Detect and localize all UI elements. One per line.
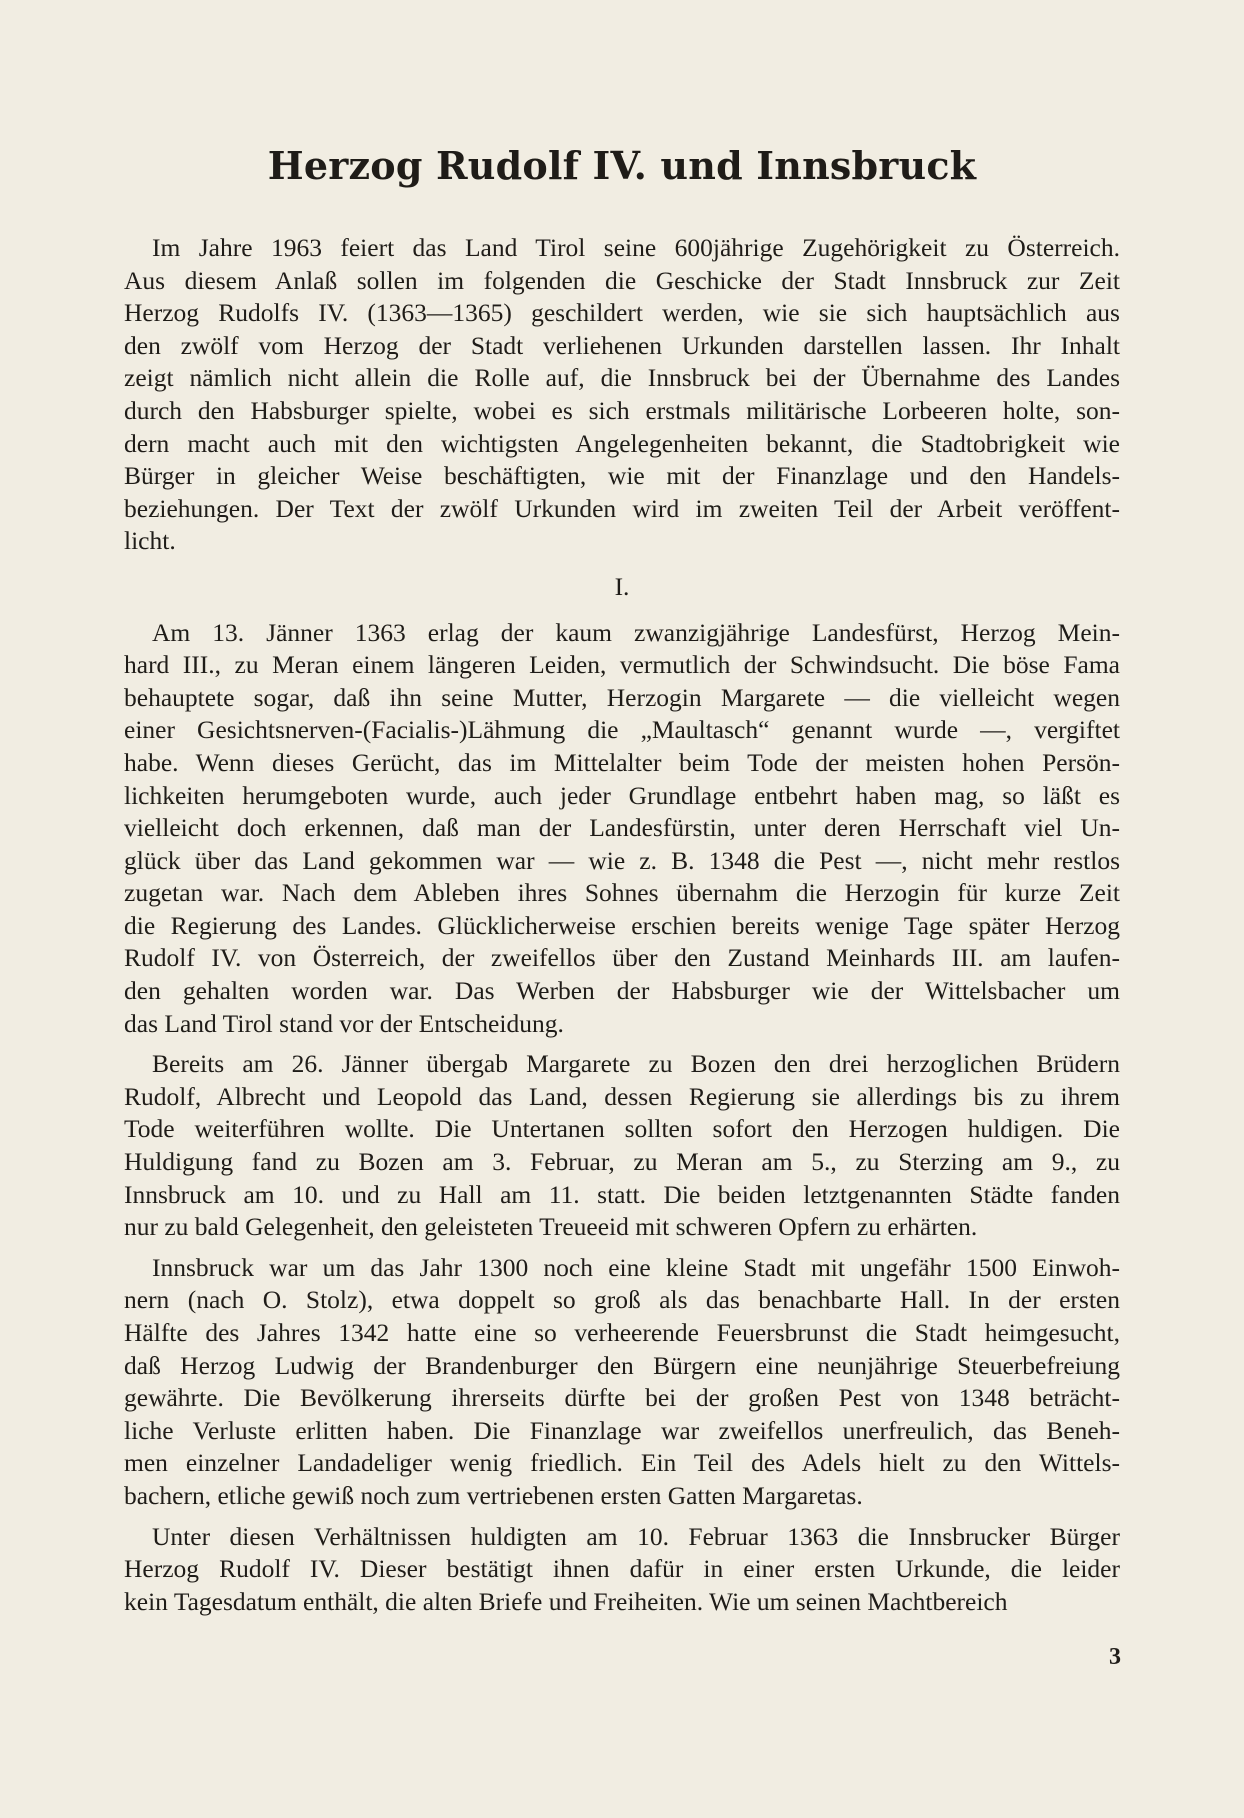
text-line: glück über das Land gekommen war — wie z. B. 1348 die Pest —, nicht mehr restlos <box>124 845 1120 875</box>
text-line: den gehalten worden war. Das Werben der Habsburger wie der Wittelsbacher um <box>124 976 1120 1006</box>
text-line: bachern, etliche gewiß noch zum vertriebenen ersten Gatten Margaretas. <box>124 1480 863 1510</box>
document-body <box>124 232 1120 1618</box>
text-line: den zwölf vom Herzog der Stadt verliehenen Urkunden darstellen lassen. Ihr Inhalt <box>124 330 1120 360</box>
text-line: Im Jahre 1963 feiert das Land Tirol seine 600jährige Zugehörigkeit zu Österreich. <box>152 233 1120 262</box>
text-line: Unter diesen Verhältnissen huldigten am 10. Februar 1363 die Innsbrucker Bürger <box>152 1521 1120 1551</box>
text-line: Innsbruck war um das Jahr 1300 noch eine kleine Stadt mit ungefähr 1500 Einwoh- <box>152 1252 1120 1282</box>
text-line: zugetan war. Nach dem Ableben ihres Sohnes übernahm die Herzogin für kurze Zeit <box>124 878 1120 908</box>
text-line: Am 13. Jänner 1363 erlag der kaum zwanzigjährige Landesfürst, Herzog Mein- <box>152 617 1120 647</box>
text-line: Rudolf, Albrecht und Leopold das Land, dessen Regierung sie allerdings bis zu ihrem <box>124 1081 1120 1111</box>
paragraph <box>124 617 1120 1041</box>
text-line: Bürger in gleicher Weise beschäftigten, wie mit der Finanzlage und den Handels- <box>124 461 1120 491</box>
paragraph <box>124 232 1120 558</box>
text-line: das Land Tirol stand vor der Entscheidung. <box>124 1008 564 1038</box>
page-number: 3 <box>1109 1644 1121 1670</box>
paragraph <box>124 1521 1120 1619</box>
text-line: Innsbruck am 10. und zu Hall am 11. statt. Die beiden letztgenannten Städte fanden <box>124 1179 1120 1209</box>
text-line: lichkeiten herumgeboten wurde, auch jeder Grundlage entbehrt haben mag, so läßt es <box>124 780 1120 810</box>
text-line: Hälfte des Jahres 1342 hatte eine so verheerende Feuersbrunst die Stadt heimgesucht, <box>124 1318 1120 1347</box>
text-line: nern (nach O. Stolz), etwa doppelt so groß als das benachbarte Hall. In der ersten <box>124 1285 1120 1315</box>
text-line: zeigt nämlich nicht allein die Rolle auf, die Innsbruck bei der Übernahme des Landes <box>124 363 1120 393</box>
text-line: behauptete sogar, daß ihn seine Mutter, Herzogin Margarete — die vielleicht wegen <box>124 682 1120 712</box>
paragraph <box>124 1048 1120 1244</box>
intro-section <box>124 232 1120 558</box>
text-line: hard III., zu Meran einem längeren Leiden, vermutlich der Schwindsucht. Die böse Fama <box>124 650 1120 680</box>
text-line: kein Tagesdatum enthält, die alten Briefe und Freiheiten. Wie um seinen Machtbereich <box>124 1586 1008 1616</box>
text-line: liche Verluste erlitten haben. Die Finanzlage war zweifellos unerfreulich, das Beneh- <box>124 1415 1120 1445</box>
text-line: licht. <box>124 526 176 556</box>
text-line: nur zu bald Gelegenheit, den geleisteten Treueeid mit schweren Opfern zu erhärten. <box>124 1212 978 1242</box>
section-body <box>124 617 1120 1619</box>
text-line: vielleicht doch erkennen, daß man der Landesfürstin, unter deren Herrschaft viel Un- <box>124 813 1120 843</box>
text-line: Huldigung fand zu Bozen am 3. Februar, zu Meran am 5., zu Sterzing am 9., zu <box>124 1147 1120 1177</box>
text-line: men einzelner Landadeliger wenig friedlich. Ein Teil des Adels hielt zu den Wittels- <box>124 1448 1120 1478</box>
text-line: einer Gesichtsnerven-(Facialis-)Lähmung die „Maultasch“ genannt wurde —, vergiftet <box>124 715 1120 745</box>
text-line: durch den Habsburger spielte, wobei es sich erstmals militärische Lorbeeren holte, son- <box>124 395 1120 425</box>
page-title: Herzog Rudolf IV. und Innsbruck <box>267 143 977 188</box>
paragraph <box>124 1252 1120 1513</box>
text-line: Aus diesem Anlaß sollen im folgenden die Geschicke der Stadt Innsbruck zur Zeit <box>124 265 1120 295</box>
section-heading: I. <box>614 571 630 601</box>
text-line: Bereits am 26. Jänner übergab Margarete zu Bozen den drei herzoglichen Brüdern <box>152 1049 1120 1079</box>
text-line: dern macht auch mit den wichtigsten Angelegenheiten bekannt, die Stadtobrigkeit wie <box>124 428 1120 458</box>
text-line: die Regierung des Landes. Glücklicherweise erschien bereits wenige Tage später Herzog <box>124 910 1120 940</box>
text-line: habe. Wenn dieses Gerücht, das im Mittelalter beim Tode der meisten hohen Persön- <box>124 747 1120 777</box>
text-line: Herzog Rudolfs IV. (1363—1365) geschildert werden, wie sie sich hauptsächlich aus <box>124 298 1120 328</box>
text-line: Rudolf IV. von Österreich, der zweifellos über den Zustand Meinhards III. am laufen- <box>124 943 1120 973</box>
text-line: daß Herzog Ludwig der Brandenburger den Bürgern eine neunjährige Steuerbefreiung <box>124 1350 1120 1380</box>
text-line: Tode weiterführen wollte. Die Untertanen sollten sofort den Herzogen huldigen. Die <box>124 1114 1120 1144</box>
text-line: beziehungen. Der Text der zwölf Urkunden wird im zweiten Teil der Arbeit veröffent- <box>124 493 1120 523</box>
text-line: gewährte. Die Bevölkerung ihrerseits dürfte bei der großen Pest von 1348 beträcht- <box>124 1383 1120 1413</box>
text-line: Herzog Rudolf IV. Dieser bestätigt ihnen dafür in einer ersten Urkunde, die leider <box>124 1554 1120 1584</box>
